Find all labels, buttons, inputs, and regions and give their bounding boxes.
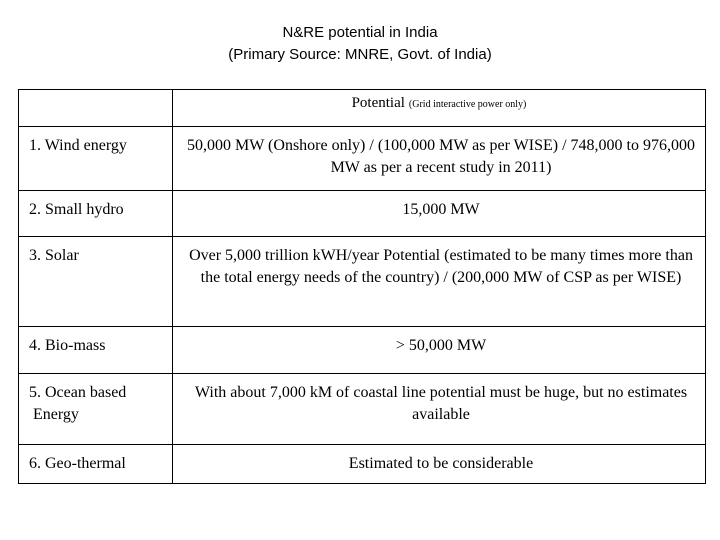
title-line-2: (Primary Source: MNRE, Govt. of India) — [228, 46, 492, 63]
source-cell: 2. Small hydro — [19, 191, 173, 237]
table-row — [19, 237, 706, 327]
table-header-row — [19, 90, 706, 127]
table-row — [19, 445, 706, 484]
source-line-1: 5. Ocean based — [29, 384, 127, 401]
header-potential-label: Potential — [351, 95, 405, 111]
potential-cell: Over 5,000 trillion kWH/year Potential (estimated to be many times more than the total energy needs of the country) / (200,000 MW of CSP as per WISE) — [173, 237, 706, 327]
source-cell: 1. Wind energy — [19, 127, 173, 191]
table-row — [19, 374, 706, 445]
source-cell: 3. Solar — [19, 237, 173, 327]
potential-cell: Estimated to be considerable — [173, 445, 706, 484]
source-line-2: Energy — [33, 406, 79, 423]
potential-cell: 15,000 MW — [173, 191, 706, 237]
table-row — [19, 327, 706, 374]
potential-cell: > 50,000 MW — [173, 327, 706, 374]
table-row — [19, 191, 706, 237]
slide-title — [0, 22, 720, 66]
potential-table — [18, 89, 706, 484]
potential-cell: 50,000 MW (Onshore only) / (100,000 MW as per WISE) / 748,000 to 976,000 MW as per a recent study in 2011) — [173, 127, 706, 191]
header-potential-note: (Grid interactive power only) — [408, 99, 527, 110]
potential-cell: With about 7,000 kM of coastal line potential must be huge, but no estimates available — [173, 374, 706, 445]
title-line-1: N&RE potential in India — [282, 24, 438, 41]
source-cell — [19, 374, 173, 445]
header-potential-cell — [173, 90, 706, 127]
source-cell: 4. Bio-mass — [19, 327, 173, 374]
source-cell: 6. Geo-thermal — [19, 445, 173, 484]
table-row — [19, 127, 706, 191]
header-source-cell — [19, 90, 173, 127]
